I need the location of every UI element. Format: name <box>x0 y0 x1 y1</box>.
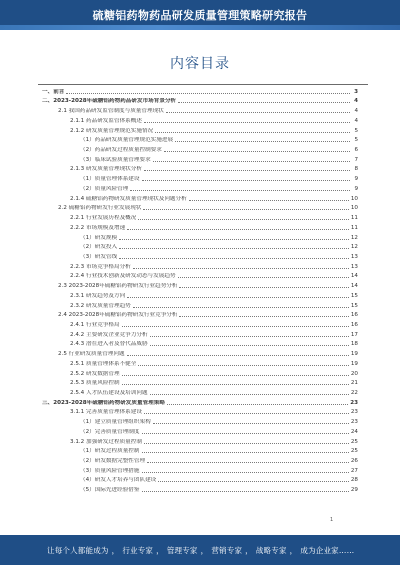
toc-dot-leader <box>144 122 350 123</box>
footer-item: 行业专家 <box>122 546 154 555</box>
toc-entry-title: （5）国际先进经验借鉴 <box>80 487 140 494</box>
toc-entry-title: 2.3.2 研发质量管理趋势 <box>70 302 131 309</box>
toc-entry-title: 2.4.3 潜在进入者及替代品威胁 <box>70 341 148 348</box>
toc-dot-leader <box>158 481 349 482</box>
toc-dot-leader <box>142 433 349 434</box>
toc-entry-page: 10 <box>350 205 358 212</box>
toc-entry[interactable] <box>38 251 358 261</box>
toc-entry-title: （2）质量风险管理 <box>80 185 129 192</box>
toc-entry-page: 28 <box>350 477 358 484</box>
toc-entry[interactable] <box>38 416 358 426</box>
toc-entry-title: 2.5 行业研发质量管理问题 <box>58 351 125 358</box>
toc-entry-title: 2.5.4 人才队伍建设及培训问题 <box>70 390 148 396</box>
toc-entry-page: 7 <box>354 156 358 163</box>
toc-entry[interactable] <box>38 329 358 339</box>
toc-entry-title: 2.5.3 质量风险控制 <box>70 380 120 387</box>
toc-entry-title: 2.2.3 市场竞争格局分析 <box>70 263 131 270</box>
toc-entry-page: 6 <box>354 147 358 154</box>
toc-dot-leader <box>142 472 349 473</box>
toc-entry-page: 13 <box>350 253 358 260</box>
toc-entry-page: 17 <box>350 331 358 338</box>
toc-dot-leader <box>189 200 349 201</box>
toc-dot-leader <box>127 229 349 230</box>
toc-entry-title: 3.1.2 加强研发过程质量控制 <box>70 438 142 445</box>
toc-dot-leader <box>144 170 350 171</box>
toc-dot-leader <box>150 345 349 346</box>
toc-heading: 内容目录 <box>170 56 230 72</box>
toc-entry[interactable] <box>38 154 358 164</box>
toc-entry-title: （1）药品研发质量管理规范实施进展 <box>80 137 174 144</box>
toc-entry[interactable] <box>38 339 358 349</box>
toc-dot-leader <box>147 462 349 463</box>
toc-dot-leader <box>122 384 349 385</box>
table-of-contents <box>38 86 358 494</box>
toc-entry-page: 9 <box>354 185 358 192</box>
footer-item: 战略专家 <box>255 546 287 555</box>
toc-entry-title: （1）研发过程质量控制 <box>80 448 140 455</box>
toc-entry[interactable] <box>38 378 358 388</box>
toc-entry-page: 26 <box>350 458 358 465</box>
toc-dot-leader <box>130 190 350 191</box>
toc-dot-leader <box>142 180 351 181</box>
report-title: 硫糖铝药物药品研发质量管理策略研究报告 <box>92 9 308 22</box>
toc-dot-leader <box>133 268 349 269</box>
toc-dot-leader <box>155 132 350 133</box>
toc-entry-page: 22 <box>350 390 358 396</box>
toc-dot-leader <box>178 277 349 278</box>
toc-entry[interactable] <box>38 125 358 135</box>
toc-dot-leader <box>150 336 349 337</box>
toc-entry[interactable] <box>38 96 358 106</box>
toc-entry-title: 2.4.1 行业竞争格局 <box>70 321 120 328</box>
toc-entry-title: （3）临床试验质量管理要求 <box>80 156 151 163</box>
toc-entry-title: 2.1.3 研发质量管理现状分析 <box>70 166 142 173</box>
toc-entry[interactable] <box>38 358 358 368</box>
toc-entry-title: 2.1.2 研发质量管理规范实施情况 <box>70 127 154 134</box>
toc-entry-title: 2.3 2023-2028年硫糖铝药物研发行业趋势分析 <box>58 283 178 290</box>
toc-entry[interactable] <box>38 397 358 407</box>
toc-entry-page: 25 <box>350 448 358 455</box>
toc-entry-title: 2.2.4 行业技术创新及研发动态与发展趋势 <box>70 273 176 280</box>
toc-dot-leader <box>153 423 349 424</box>
toc-entry[interactable] <box>38 115 358 125</box>
toc-entry[interactable] <box>38 348 358 358</box>
toc-entry-title: （2）药品研发过程质量控制要求 <box>80 147 162 154</box>
toc-entry[interactable] <box>38 475 358 485</box>
footer-item: 成为企业家…… <box>300 546 355 555</box>
toc-dot-leader <box>122 375 349 376</box>
toc-entry[interactable] <box>38 310 358 320</box>
toc-dot-leader <box>153 161 350 162</box>
toc-dot-leader <box>150 394 349 395</box>
toc-entry-title: 三、2023-2028年硫糖铝药物研发质量管理策略 <box>42 399 165 406</box>
footer-separator: ， <box>200 546 209 555</box>
toc-entry-page: 11 <box>350 224 358 231</box>
toc-entry[interactable] <box>38 232 358 242</box>
toc-entry-title: 2.4 2023-2028年硫糖铝药物研发行业竞争分析 <box>58 312 178 319</box>
toc-entry[interactable] <box>38 193 358 203</box>
toc-entry-title: （3）研发管线 <box>80 253 118 260</box>
toc-divider <box>38 84 368 85</box>
toc-entry[interactable] <box>38 261 358 271</box>
toc-entry-page: 23 <box>350 399 358 406</box>
toc-entry[interactable] <box>38 183 358 193</box>
toc-entry-title: 2.2 硫糖铝药物研发行业发展现状 <box>58 205 142 212</box>
toc-dot-leader <box>119 239 349 240</box>
toc-entry-page: 5 <box>354 127 358 134</box>
toc-entry-page: 14 <box>350 283 358 290</box>
header-banner <box>0 0 400 30</box>
toc-entry[interactable] <box>38 105 358 115</box>
toc-entry[interactable] <box>38 222 358 232</box>
toc-entry-title: （2）研发数据完整性管理 <box>80 458 146 465</box>
footer-item: 营销专家 <box>211 546 243 555</box>
toc-dot-leader <box>143 209 348 210</box>
toc-dot-leader <box>166 112 350 113</box>
toc-entry[interactable] <box>38 446 358 456</box>
toc-entry-title: （1）研发规模 <box>80 234 118 241</box>
toc-entry-title: （2）研发投入 <box>80 244 118 251</box>
toc-entry-title: 2.5.2 研发数据管理 <box>70 370 120 377</box>
toc-entry[interactable] <box>38 164 358 174</box>
toc-entry[interactable] <box>38 86 358 96</box>
toc-entry[interactable] <box>38 426 358 436</box>
toc-entry[interactable] <box>38 436 358 446</box>
toc-entry-title: 2.3.1 研发趋势及方向 <box>70 292 126 299</box>
toc-dot-leader <box>175 141 350 142</box>
footer-lead: 让每个人都能成为 <box>47 546 109 555</box>
toc-entry-title: 3.1.1 完善质量管理体系建设 <box>70 409 142 416</box>
toc-entry-page: 5 <box>354 137 358 144</box>
toc-entry[interactable] <box>38 455 358 465</box>
toc-entry-title: 2.2.2 市场规模及增速 <box>70 224 126 231</box>
toc-dot-leader <box>178 102 350 103</box>
toc-entry[interactable] <box>38 484 358 494</box>
toc-entry-title: 2.1.4 硫糖铝药物研发质量管理现状及问题分析 <box>70 195 187 202</box>
toc-entry-page: 19 <box>350 360 358 367</box>
toc-dot-leader <box>142 491 349 492</box>
toc-entry-page: 27 <box>350 467 358 474</box>
toc-entry-page: 29 <box>350 487 358 494</box>
toc-entry[interactable] <box>38 271 358 281</box>
toc-entry-page: 8 <box>354 166 358 173</box>
toc-entry[interactable] <box>38 173 358 183</box>
footer-separator: ， <box>111 546 120 555</box>
toc-entry-page: 10 <box>350 195 358 202</box>
toc-dot-leader <box>144 413 349 414</box>
toc-entry-page: 13 <box>350 263 358 270</box>
toc-dot-leader <box>167 404 348 405</box>
toc-dot-leader <box>138 365 349 366</box>
footer-separator: ， <box>245 546 253 555</box>
toc-entry-page: 23 <box>350 419 358 426</box>
toc-dot-leader <box>119 258 349 259</box>
toc-entry-page: 21 <box>350 380 358 387</box>
toc-entry-page: 15 <box>350 302 358 309</box>
toc-entry[interactable] <box>38 465 358 475</box>
toc-entry-page: 4 <box>354 117 358 124</box>
footer-slogan <box>47 545 354 556</box>
toc-dot-leader <box>119 248 349 249</box>
toc-dot-leader <box>179 287 348 288</box>
footer-item: 管理专家 <box>166 546 198 555</box>
footer-separator: ， <box>289 546 298 555</box>
toc-entry[interactable] <box>38 407 358 417</box>
toc-entry-title: 2.1.1 药品研发监管体系概述 <box>70 117 142 124</box>
toc-entry-page: 20 <box>350 370 358 377</box>
toc-entry-page: 19 <box>350 351 358 358</box>
toc-entry-page: 15 <box>350 292 358 299</box>
toc-entry-page: 23 <box>350 409 358 416</box>
toc-entry-page: 12 <box>350 234 358 241</box>
toc-entry-title: 2.4.2 主要研发企业竞争力分析 <box>70 331 148 338</box>
toc-entry[interactable] <box>38 280 358 290</box>
footer-separator: ， <box>156 546 164 555</box>
toc-entry-title: （4）研发人才培养与团队建设 <box>80 477 157 484</box>
toc-entry[interactable] <box>38 387 358 397</box>
toc-dot-leader <box>127 297 349 298</box>
toc-entry[interactable] <box>38 300 358 310</box>
header-accent-stripe <box>0 25 400 30</box>
toc-entry[interactable] <box>38 212 358 222</box>
toc-entry-title: 二、2023-2028年硫糖铝药物药品研发市场背景分析 <box>42 98 177 105</box>
toc-dot-leader <box>179 316 348 317</box>
toc-entry-page: 25 <box>350 438 358 445</box>
toc-entry-title: （1）建立质量管理组织架构 <box>80 419 151 426</box>
toc-dot-leader <box>122 326 349 327</box>
toc-entry-page: 24 <box>350 428 358 435</box>
toc-entry-page: 4 <box>354 98 358 105</box>
toc-entry-title: 一、前言 <box>42 88 65 95</box>
toc-dot-leader <box>142 452 349 453</box>
toc-entry[interactable] <box>38 368 358 378</box>
toc-entry-page: 11 <box>350 215 358 222</box>
toc-entry[interactable] <box>38 242 358 252</box>
toc-entry[interactable] <box>38 319 358 329</box>
page-number: 1 <box>330 517 334 523</box>
toc-entry-title: 2.5.1 质量管理体系不健全 <box>70 360 137 367</box>
toc-entry-page: 4 <box>354 108 358 115</box>
toc-entry-page: 3 <box>354 88 358 95</box>
toc-dot-leader <box>66 93 350 94</box>
footer-banner <box>0 535 400 565</box>
toc-dot-leader <box>138 219 349 220</box>
toc-entry-title: （2）完善质量管理制度 <box>80 428 140 435</box>
toc-entry[interactable] <box>38 203 358 213</box>
toc-entry[interactable] <box>38 135 358 145</box>
toc-entry-page: 16 <box>350 312 358 319</box>
toc-dot-leader <box>133 307 349 308</box>
toc-entry-title: 2.2.1 行业发展历程及概况 <box>70 215 137 222</box>
toc-dot-leader <box>127 355 349 356</box>
toc-entry[interactable] <box>38 290 358 300</box>
toc-entry-title: 2.1 我国药品研发监管制度与质量管理现状 <box>58 108 164 115</box>
toc-entry-page: 18 <box>350 341 358 348</box>
toc-entry-page: 16 <box>350 321 358 328</box>
toc-dot-leader <box>144 443 349 444</box>
toc-entry-title: （3）质量风险管理措施 <box>80 467 140 474</box>
toc-entry-title: （1）质量管理体系建设 <box>80 176 140 183</box>
toc-entry-page: 9 <box>354 176 358 183</box>
toc-entry[interactable] <box>38 144 358 154</box>
toc-entry-page: 12 <box>350 244 358 251</box>
toc-dot-leader <box>164 151 350 152</box>
toc-entry-page: 14 <box>350 273 358 280</box>
